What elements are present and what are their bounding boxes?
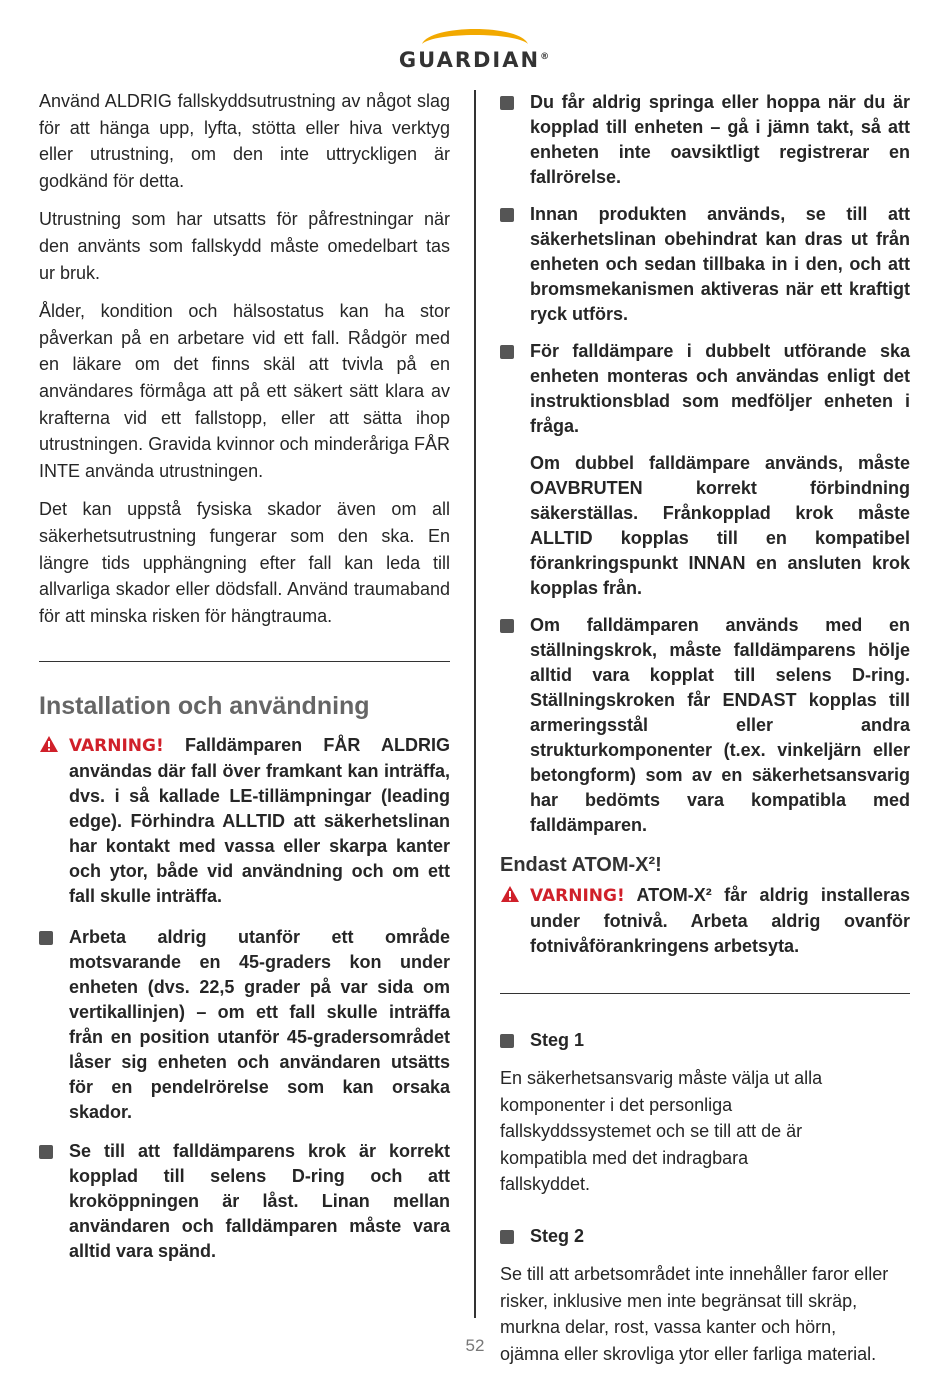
square-bullet-icon — [500, 1230, 514, 1244]
step-2-text: Se till att arbetsområdet inte innehåller faror eller risker, inklusive men inte begränsat till skräp, murkna delar, rost, vassa kanter och hörn, ojämna eller skrovliga ytor eller farliga material. — [500, 1263, 889, 1364]
warning-label: VARNING! — [69, 736, 164, 757]
list-item — [39, 925, 450, 1125]
paragraph-stressed-equipment: Utrustning som har utsatts för påfrestningar när den använts som fallskydd måste omedelbart tas ur bruk. — [39, 209, 450, 283]
warning-triangle-icon — [39, 735, 59, 753]
page-number: 52 — [465, 1336, 485, 1355]
logo-wordmark: GUARDIAN — [398, 48, 541, 72]
section-title: Installation och användning — [39, 692, 370, 721]
paragraph-injuries: Det kan uppstå fysiska skador även om all säkerhetsutrustning fungerar som den ska. En längre tids upphängning efter fall kan leda till allvarliga skador eller dödsfall. Använd traumaband för att minska risken för hängtrauma. — [39, 499, 450, 626]
atom-subtitle: Endast ATOM-X²! — [500, 854, 662, 876]
logo-swoosh-icon — [410, 18, 540, 48]
registered-mark: ® — [540, 52, 552, 62]
list-item — [500, 202, 910, 327]
note-text: Om dubbel falldämpare används, måste OAVBRUTEN korrekt förbindning säkerställas. Frånkopplad krok måste ALLTID kopplas till en kompatibel förankringspunkt INNAN en ansluten krok kopplas från. — [530, 453, 910, 598]
bullet-text: Om falldämparen används med en ställningskrok, måste falldämparens hölje alltid vara kopplat till selens D-ring. Ställningskroken får ENDAST kopplas till armeringsstål eller andra strukturkomponenter (t.ex. vinkeljärn eller betongform) som av en säkerhetsansvarig har bedömts vara kompatibla med falldämparen. — [530, 615, 910, 835]
list-item — [500, 339, 910, 439]
column-divider — [474, 90, 476, 1318]
square-bullet-icon — [500, 208, 514, 222]
paragraph-lifting: Använd ALDRIG fallskyddsutrustning av något slag för att hänga upp, lyfta, stötta eller hiva verktyg eller utrustning, om den inte uttryckligen är godkänd för detta. — [39, 91, 450, 191]
bullet-text: Innan produkten används, se till att säkerhetslinan obehindrat kan dras ut från enheten och sedan tillbaka in i den, och att bromsmekanismen aktiveras när ett kraftigt ryck utförs. — [530, 204, 910, 324]
list-item — [39, 1139, 450, 1264]
square-bullet-icon — [500, 345, 514, 359]
warning-label: VARNING! — [530, 886, 625, 906]
square-bullet-icon — [500, 96, 514, 110]
warning-text: ATOM-X² får aldrig installeras under fotnivå. Arbeta aldrig ovanför fotnivåförankringens arbetsyta. — [530, 885, 910, 956]
step-title: Steg 2 — [530, 1225, 585, 1246]
square-bullet-icon — [500, 1034, 514, 1048]
warning-text: Falldämparen FÅR ALDRIG användas där fall över framkant kan inträffa, dvs. i så kallade LE-tillämpningar (leading edge). Förhindra ALLTID att säkerhetslinan har kontakt med vassa eller skarpa kanter och ytor, både vid användning och om ett fall skulle inträffa. — [69, 735, 450, 907]
list-item — [500, 90, 910, 190]
warning-leading-edge — [39, 733, 450, 909]
dual-lanyard-note — [500, 451, 910, 601]
warning-triangle-icon — [500, 885, 520, 903]
bullet-text: För falldämpare i dubbelt utförande ska enheten monteras och användas enligt det instruktionsblad som medföljer enheten i fråga. — [530, 341, 910, 436]
bullet-text: Arbeta aldrig utanför ett område motsvarande en 45-graders kon under enheten (dvs. 22,5 grader på var sida om vertikallinjen) – om ett fall skulle inträffa från en position utanför 45-gradersområdet låser sig enheten och användaren utsätts för en pendelrörelse som kan orsaka skador. — [69, 927, 450, 1123]
list-item — [500, 613, 910, 838]
paragraph-health: Ålder, kondition och hälsostatus kan ha stor påverkan på en arbetare vid ett fall. Rådgör med en läkare om det finns skäl att tvivla på en användares förmåga att på ett säkert sätt klara av krafterna vid ett fallstopp, eller att sätta ihop utrustningen. Gravida kvinnor och minderåriga FÅR INTE använda utrustningen. — [39, 301, 450, 481]
section-divider — [39, 661, 450, 662]
step-1-heading — [500, 1028, 910, 1052]
right-column — [500, 90, 910, 1379]
step-1-text: En säkerhetsansvarig måste välja ut alla komponenter i det personliga fallskyddssystemet och se till att de är kompatibla med det indragbara fallskyddet. — [500, 1068, 823, 1195]
warning-foot-level — [500, 883, 910, 959]
square-bullet-icon — [39, 931, 53, 945]
square-bullet-icon — [39, 1145, 53, 1159]
square-bullet-icon — [500, 619, 514, 633]
section-divider — [500, 993, 910, 994]
left-column — [39, 88, 450, 1276]
step-2-heading — [500, 1224, 910, 1248]
bullet-text: Du får aldrig springa eller hoppa när du är kopplad till enheten – gå i jämn takt, så att enheten inte oavsiktligt registrerar en fallrörelse. — [530, 92, 910, 187]
step-title: Steg 1 — [530, 1030, 585, 1050]
bullet-text: Se till att falldämparens krok är korrekt kopplad till selens D-ring och att kroköppningen är låst. Linan mellan användaren och falldämparen måste vara alltid vara spänd. — [69, 1141, 450, 1262]
